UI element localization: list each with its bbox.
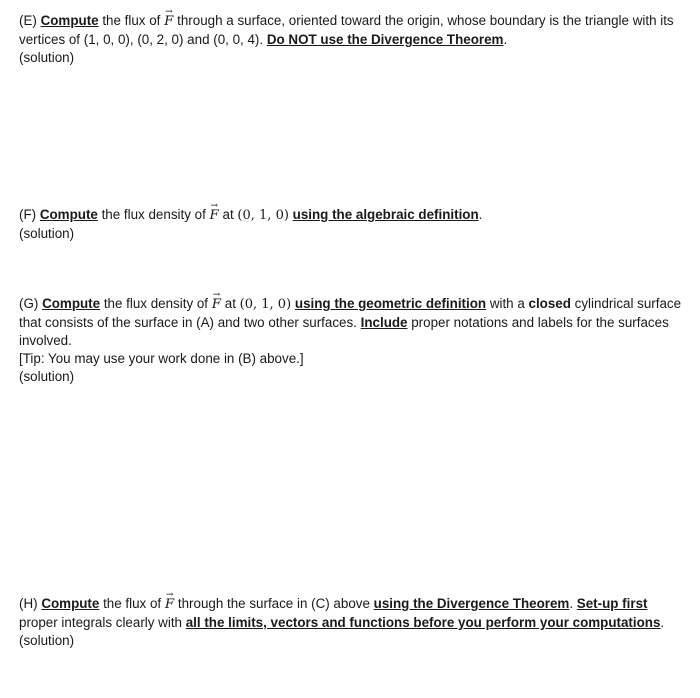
problem-h <box>19 595 685 650</box>
problem-h-statement: (H) Compute the flux of → F through the surface in (C) above using the Divergence Theorem. Set-up first proper integrals clearly with all the limits, vectors and functions before you perform your computations. <box>19 596 664 630</box>
divergence-warning: Do NOT use the Divergence Theorem <box>266 32 504 47</box>
compute-keyword: Compute <box>41 596 100 611</box>
method-keyword: using the geometric definition <box>294 296 487 311</box>
method-keyword: using the algebraic definition <box>292 207 479 222</box>
problem-e <box>19 12 685 67</box>
point-coordinates: (0, 1, 0) <box>239 297 292 312</box>
vector-f-symbol: → F <box>212 296 221 314</box>
include-keyword: Include <box>360 315 408 330</box>
point-coordinates: (0, 1, 0) <box>237 208 289 223</box>
problem-g <box>19 295 685 386</box>
compute-keyword: Compute <box>40 13 99 28</box>
vector-f-symbol: → F <box>165 596 174 614</box>
solution-placeholder: (solution) <box>19 226 75 241</box>
vector-f-symbol: → F <box>164 13 173 31</box>
problem-e-statement: (E) Compute the flux of → F through a surface, oriented toward the origin, whose boundary is the triangle with its vertices of (1, 0, 0), (0, 2, 0) and (0, 0, 4). Do NOT use the Divergence Theorem. <box>19 13 674 47</box>
vector-f-symbol: → F <box>210 207 219 225</box>
method-keyword: using the Divergence Theorem <box>373 596 570 611</box>
solution-placeholder: (solution) <box>19 50 75 65</box>
problem-f-statement: (F) Compute the flux density of → F at (0, 1, 0) using the algebraic definition. <box>19 207 482 222</box>
tip-note: [Tip: You may use your work done in (B) above.] <box>19 351 304 366</box>
compute-keyword: Compute <box>42 296 101 311</box>
limits-keyword: all the limits, vectors and functions before you perform your computations <box>185 615 661 630</box>
problem-g-statement: (G) Compute the flux density of → F at (0, 1, 0) using the geometric definition with a closed cylindrical surface that consists of the surface in (A) and two other surfaces. Include proper notations and labels for the surfaces involved. <box>19 296 681 348</box>
solution-placeholder: (solution) <box>19 633 75 648</box>
closed-keyword: closed <box>528 296 571 311</box>
setup-keyword: Set-up first <box>576 596 648 611</box>
compute-keyword: Compute <box>39 207 98 222</box>
solution-placeholder: (solution) <box>19 369 75 384</box>
problem-f <box>19 206 685 243</box>
